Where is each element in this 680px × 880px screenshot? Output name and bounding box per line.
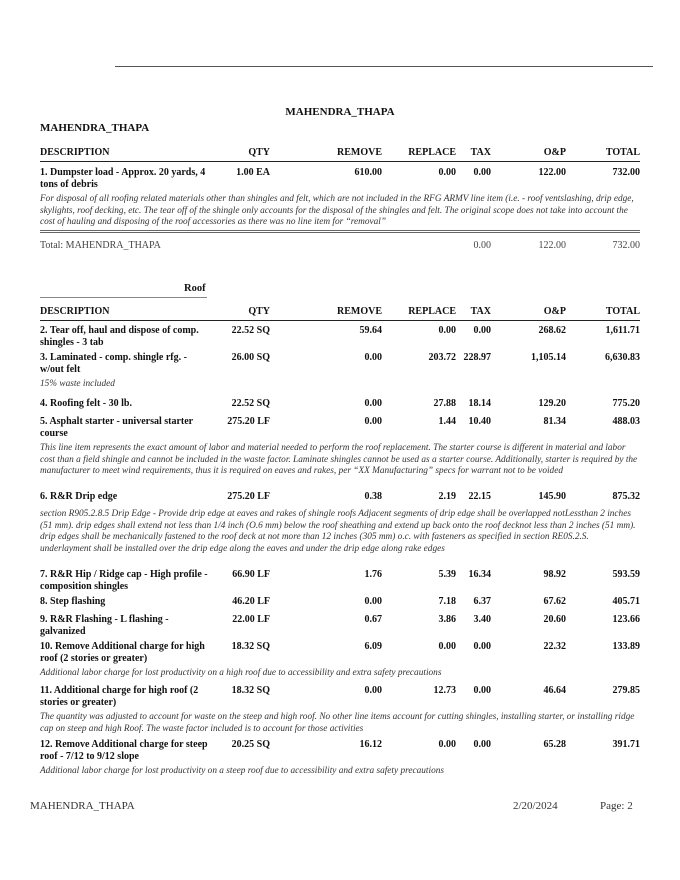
item-replace: 7.18 bbox=[438, 596, 456, 607]
item-tax: 0.00 bbox=[473, 641, 491, 652]
item-op: 268.62 bbox=[538, 325, 566, 336]
item-description: 7. R&R Hip / Ridge cap - High profile - composition shingles bbox=[40, 569, 208, 592]
item-replace: 0.00 bbox=[438, 167, 456, 178]
item-total: 133.89 bbox=[612, 641, 640, 652]
item-description: 9. R&R Flashing - L flashing - galvanized bbox=[40, 614, 169, 637]
item-total: 875.32 bbox=[612, 491, 640, 502]
item-replace: 203.72 bbox=[428, 352, 456, 363]
item-replace: 0.00 bbox=[438, 739, 456, 750]
item-qty: 22.00 LF bbox=[232, 614, 270, 625]
footer-page: Page: 2 bbox=[600, 800, 633, 812]
item-op: 122.00 bbox=[538, 167, 566, 178]
item-op: 98.92 bbox=[543, 569, 566, 580]
footer-date: 2/20/2024 bbox=[513, 800, 558, 812]
item-qty: 18.32 SQ bbox=[231, 685, 270, 696]
top-rule bbox=[115, 66, 653, 67]
item-total: 732.00 bbox=[612, 167, 640, 178]
item-total: 405.71 bbox=[612, 596, 640, 607]
item-tax: 16.34 bbox=[468, 569, 491, 580]
document-title: MAHENDRA_THAPA bbox=[285, 106, 395, 118]
item-note: For disposal of all roofing related materials other than shingles and felt, which are not included in the RFG ARMV line item (i.e. - roof ventslashing, drip edge, skylights, roof decking, etc. The tear off of the shingle only accounts for the disposal of the shingles and felt. The original scope does not take into account the cost of hauling and disposing of the roof accessories as there was no line item for “removal” bbox=[40, 194, 634, 227]
item-remove: 16.12 bbox=[359, 739, 382, 750]
col-remove: REMOVE bbox=[337, 306, 382, 317]
item-tax: 10.40 bbox=[468, 416, 491, 427]
item-remove: 0.00 bbox=[364, 398, 382, 409]
item-remove: 1.76 bbox=[364, 569, 382, 580]
item-tax: 18.14 bbox=[468, 398, 491, 409]
item-note: Additional labor charge for lost productivity on a high roof due to accessibility and extra safety precautions bbox=[40, 668, 442, 678]
item-remove: 0.00 bbox=[364, 685, 382, 696]
section-owner: MAHENDRA_THAPA bbox=[40, 122, 150, 134]
item-tax: 0.00 bbox=[473, 685, 491, 696]
total-tax: 0.00 bbox=[473, 240, 491, 251]
col-description: DESCRIPTION bbox=[40, 306, 110, 317]
item-total: 6,630.83 bbox=[605, 352, 640, 363]
item-total: 279.85 bbox=[612, 685, 640, 696]
item-tax: 228.97 bbox=[463, 352, 491, 363]
item-qty: 22.52 SQ bbox=[231, 325, 270, 336]
item-qty: 1.00 EA bbox=[236, 167, 270, 178]
item-tax: 0.00 bbox=[473, 739, 491, 750]
item-note: Additional labor charge for lost productivity on a steep roof due to accessibility and extra safety precautions bbox=[40, 766, 445, 776]
item-total: 1,611.71 bbox=[605, 325, 640, 336]
item-description: 4. Roofing felt - 30 lb. bbox=[40, 398, 132, 409]
col-replace: REPLACE bbox=[408, 147, 456, 158]
total-rule bbox=[40, 230, 640, 233]
item-qty: 46.20 LF bbox=[232, 596, 270, 607]
header-rule bbox=[40, 161, 640, 162]
item-op: 67.62 bbox=[543, 596, 566, 607]
item-op: 65.28 bbox=[543, 739, 566, 750]
item-qty: 22.52 SQ bbox=[231, 398, 270, 409]
col-remove: REMOVE bbox=[337, 147, 382, 158]
item-qty: 20.25 SQ bbox=[231, 739, 270, 750]
item-qty: 275.20 LF bbox=[227, 416, 270, 427]
col-description: DESCRIPTION bbox=[40, 147, 110, 158]
item-description: 1. Dumpster load - Approx. 20 yards, 4 tons of debris bbox=[40, 167, 206, 190]
col-qty: QTY bbox=[248, 147, 270, 158]
item-op: 20.60 bbox=[543, 614, 566, 625]
col-total: TOTAL bbox=[605, 147, 640, 158]
item-total: 391.71 bbox=[612, 739, 640, 750]
item-total: 488.03 bbox=[612, 416, 640, 427]
item-note: section R905.2.8.5 Drip Edge - Provide drip edge at eaves and rakes of shingle roofs Adjacent segments of drip edge shall be overlapped notLessthan 2 inches (51 mm). drip edges shall extend not less than 1/4 inch (O.6 mm) below the roof sheathing and extend up back onto the roof decknot less than 2 inches (51 mm). drip edges shall be mechanically fastened to the roof deck at not more than 12 inches (305 mm) o.c. with fasteners as specified in section RE0S.2.S. underlayment shall be installed over the drip edge along the eaves and under the drip edge along rake edges bbox=[40, 509, 636, 554]
header-rule bbox=[40, 320, 640, 321]
item-replace: 27.88 bbox=[433, 398, 456, 409]
item-remove: 610.00 bbox=[354, 167, 382, 178]
group-total-row bbox=[40, 240, 640, 254]
item-replace: 2.19 bbox=[438, 491, 456, 502]
col-replace: REPLACE bbox=[408, 306, 456, 317]
item-tax: 6.37 bbox=[473, 596, 491, 607]
col-qty: QTY bbox=[248, 306, 270, 317]
item-replace: 3.86 bbox=[438, 614, 456, 625]
item-remove: 0.38 bbox=[364, 491, 382, 502]
col-total: TOTAL bbox=[605, 306, 640, 317]
total-op: 122.00 bbox=[538, 240, 566, 251]
item-qty: 66.90 LF bbox=[232, 569, 270, 580]
item-description: 3. Laminated - comp. shingle rfg. - w/out felt bbox=[40, 352, 187, 375]
item-total: 593.59 bbox=[612, 569, 640, 580]
item-tax: 0.00 bbox=[473, 325, 491, 336]
item-remove: 59.64 bbox=[359, 325, 382, 336]
item-tax: 22.15 bbox=[468, 491, 491, 502]
item-total: 775.20 bbox=[612, 398, 640, 409]
item-qty: 26.00 SQ bbox=[231, 352, 270, 363]
item-total: 123.66 bbox=[612, 614, 640, 625]
item-replace: 1.44 bbox=[438, 416, 456, 427]
item-description: 10. Remove Additional charge for high roof (2 stories or greater) bbox=[40, 641, 205, 664]
item-tax: 0.00 bbox=[473, 167, 491, 178]
item-op: 1,105.14 bbox=[531, 352, 566, 363]
col-op: O&P bbox=[543, 306, 566, 317]
item-note: 15% waste included bbox=[40, 379, 115, 389]
col-tax: TAX bbox=[470, 147, 491, 158]
item-note: The quantity was adjusted to account for waste on the steep and high roof. No other line items account for cutting shingles, installing starter, or installing ridge cap on steep and high Roof. The waste factor included is to account for those activities bbox=[40, 712, 635, 734]
item-replace: 5.39 bbox=[438, 569, 456, 580]
section-name-roof: Roof bbox=[184, 283, 206, 294]
item-replace: 0.00 bbox=[438, 325, 456, 336]
col-tax: TAX bbox=[470, 306, 491, 317]
item-remove: 0.00 bbox=[364, 596, 382, 607]
item-remove: 0.67 bbox=[364, 614, 382, 625]
footer-name: MAHENDRA_THAPA bbox=[30, 800, 135, 812]
item-replace: 0.00 bbox=[438, 641, 456, 652]
item-tax: 3.40 bbox=[473, 614, 491, 625]
item-remove: 0.00 bbox=[364, 416, 382, 427]
item-description: 8. Step flashing bbox=[40, 596, 106, 607]
item-op: 22.32 bbox=[543, 641, 566, 652]
item-remove: 0.00 bbox=[364, 352, 382, 363]
item-description: 12. Remove Additional charge for steep roof - 7/12 to 9/12 slope bbox=[40, 739, 208, 762]
item-description: 5. Asphalt starter - universal starter course bbox=[40, 416, 193, 439]
item-op: 81.34 bbox=[543, 416, 566, 427]
total-amount: 732.00 bbox=[612, 240, 640, 251]
item-remove: 6.09 bbox=[364, 641, 382, 652]
item-description: 11. Additional charge for high roof (2 stories or greater) bbox=[40, 685, 199, 708]
item-op: 129.20 bbox=[538, 398, 566, 409]
col-op: O&P bbox=[543, 147, 566, 158]
section-rule bbox=[40, 297, 207, 298]
item-replace: 12.73 bbox=[433, 685, 456, 696]
item-description: 2. Tear off, haul and dispose of comp. shingles - 3 tab bbox=[40, 325, 199, 348]
item-op: 46.64 bbox=[543, 685, 566, 696]
item-note: This line item represents the exact amount of labor and material needed to perform the roof replacement. The starter course is different in material and labor cost than a field shingle and cannot be included in the waste factor. Laminate shingles cannot be used as a starter course. Additionally, starter is required by the manufacturer to meet wind requirements, thus it is required on eaves and rakes, per “XX Manufacturing” specs for warrant not to be voided bbox=[40, 443, 638, 476]
total-label: Total: MAHENDRA_THAPA bbox=[40, 240, 161, 251]
item-description: 6. R&R Drip edge bbox=[40, 491, 118, 502]
item-qty: 18.32 SQ bbox=[231, 641, 270, 652]
item-op: 145.90 bbox=[538, 491, 566, 502]
item-qty: 275.20 LF bbox=[227, 491, 270, 502]
